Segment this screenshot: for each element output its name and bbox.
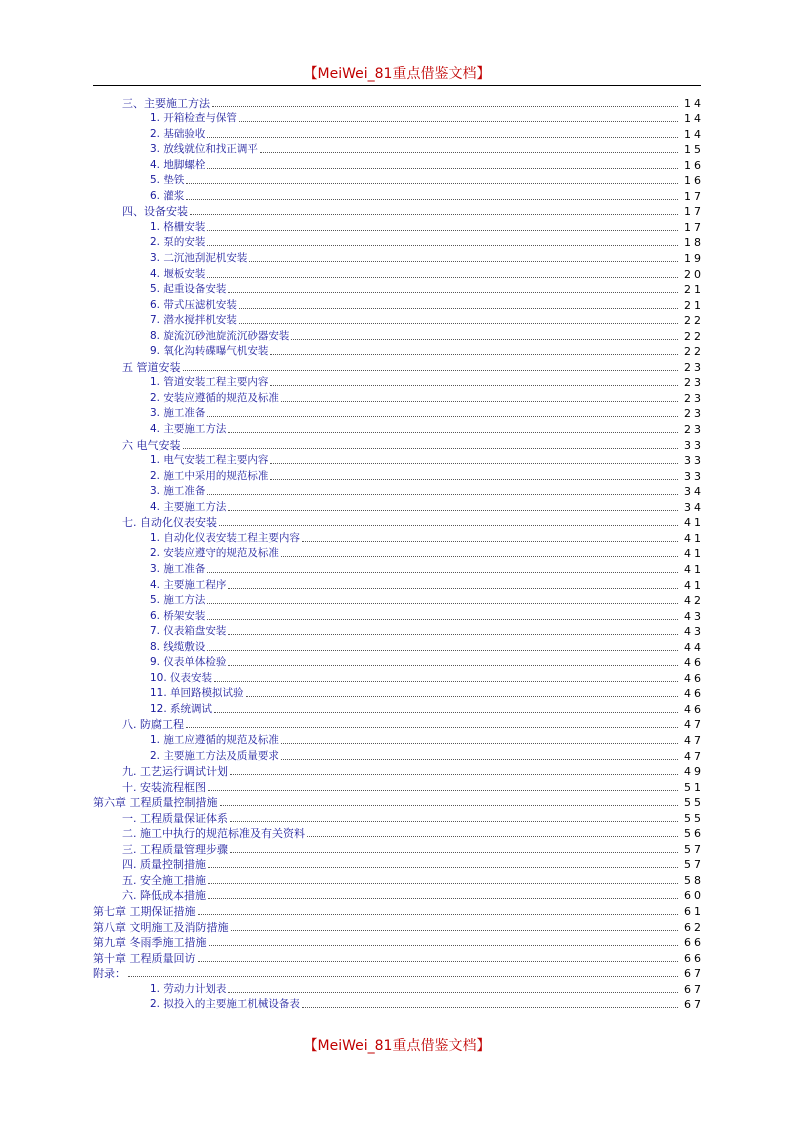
toc-entry-label: 第七章 工期保证措施 [93, 904, 196, 918]
toc-dot-leader [249, 261, 678, 262]
toc-entry[interactable] [0, 172, 794, 188]
toc-entry[interactable] [0, 389, 794, 405]
toc-entry-label: 3. 施工准备 [150, 485, 206, 498]
toc-entry-label: 第六章 工程质量控制措施 [93, 796, 218, 810]
toc-entry[interactable] [0, 529, 794, 545]
toc-entry[interactable] [0, 343, 794, 359]
toc-entry[interactable] [0, 592, 794, 608]
toc-entry[interactable] [0, 638, 794, 654]
toc-page-number: 67 [684, 982, 704, 996]
toc-entry[interactable] [0, 94, 794, 110]
table-of-contents [0, 94, 794, 1011]
toc-entry[interactable] [0, 731, 794, 747]
toc-entry-label: 3. 二沉池刮泥机安装 [150, 252, 248, 265]
toc-entry[interactable] [0, 156, 794, 172]
toc-page-number: 33 [684, 454, 704, 468]
toc-entry[interactable] [0, 358, 794, 374]
toc-entry[interactable] [0, 514, 794, 530]
toc-entry[interactable] [0, 669, 794, 685]
toc-entry[interactable] [0, 312, 794, 328]
toc-dot-leader [207, 572, 678, 573]
toc-dot-leader [186, 727, 678, 728]
toc-entry[interactable] [0, 840, 794, 856]
toc-page-number: 15 [684, 143, 704, 157]
toc-entry-label: 一. 工程质量保证体系 [122, 811, 228, 825]
toc-entry[interactable] [0, 203, 794, 219]
toc-page-number: 51 [684, 780, 704, 794]
toc-entry-label: 4. 主要施工方法 [150, 500, 227, 513]
toc-dot-leader [230, 774, 678, 775]
toc-dot-leader [209, 945, 679, 946]
toc-page-number: 17 [684, 189, 704, 203]
toc-dot-leader [186, 183, 678, 184]
toc-page-number: 55 [684, 811, 704, 825]
toc-entry-label: 4. 主要施工方法 [150, 423, 227, 436]
toc-entry[interactable] [0, 296, 794, 312]
toc-entry[interactable] [0, 545, 794, 561]
toc-page-number: 34 [684, 500, 704, 514]
toc-dot-leader [281, 743, 678, 744]
toc-dot-leader [239, 323, 678, 324]
toc-page-number: 66 [684, 936, 704, 950]
toc-page-number: 33 [684, 469, 704, 483]
toc-entry[interactable] [0, 498, 794, 514]
page-footer-title: 【MeiWei_81重点借鉴文档】 [303, 1038, 491, 1054]
toc-dot-leader [214, 712, 678, 713]
toc-entry-label: 6. 桥架安装 [150, 609, 206, 622]
toc-page-number: 19 [684, 252, 704, 266]
toc-entry-label: 7. 仪表箱盘安装 [150, 625, 227, 638]
header-divider [93, 85, 701, 86]
toc-entry-label: 四、设备安装 [122, 205, 188, 219]
toc-page-number: 22 [684, 314, 704, 328]
toc-dot-leader [270, 385, 678, 386]
toc-entry-label: 1. 施工应遵循的规范及标准 [150, 733, 279, 746]
toc-entry[interactable] [0, 887, 794, 903]
toc-entry-label: 2. 安装应遵守的规范及标准 [150, 547, 279, 560]
toc-page-number: 22 [684, 345, 704, 359]
toc-dot-leader [302, 541, 678, 542]
toc-dot-leader [246, 696, 678, 697]
toc-page-number: 66 [684, 951, 704, 965]
toc-dot-leader [228, 588, 678, 589]
toc-page-number: 23 [684, 391, 704, 405]
toc-entry-label: 4. 地脚螺栓 [150, 158, 206, 171]
toc-dot-leader [230, 852, 678, 853]
toc-entry[interactable] [0, 374, 794, 390]
toc-entry[interactable] [0, 281, 794, 297]
toc-entry-label: 六. 降低成本措施 [122, 889, 206, 903]
toc-entry[interactable] [0, 249, 794, 265]
toc-page-number: 42 [684, 594, 704, 608]
toc-entry-label: 3. 放线就位和找正调平 [150, 143, 258, 156]
toc-page-number: 47 [684, 733, 704, 747]
toc-page-number: 17 [684, 205, 704, 219]
toc-entry[interactable] [0, 623, 794, 639]
toc-page-number: 46 [684, 671, 704, 685]
toc-dot-leader [228, 665, 678, 666]
toc-page-number: 21 [684, 283, 704, 297]
toc-entry-label: 2. 拟投入的主要施工机械设备表 [150, 998, 300, 1011]
toc-entry-label: 附录： [93, 967, 126, 981]
toc-page-number: 23 [684, 407, 704, 421]
toc-entry-label: 2. 基础验收 [150, 127, 206, 140]
toc-entry[interactable] [0, 716, 794, 732]
toc-entry-label: 1. 劳动力计划表 [150, 982, 227, 995]
toc-entry-label: 6. 灌浆 [150, 189, 185, 202]
toc-dot-leader [260, 152, 678, 153]
toc-entry-label: 三、主要施工方法 [122, 96, 210, 110]
toc-dot-leader [198, 961, 679, 962]
toc-entry[interactable] [0, 980, 794, 996]
toc-entry-label: 七. 自动化仪表安装 [122, 516, 217, 530]
toc-entry-label: 五 管道安装 [122, 360, 181, 374]
toc-page-number: 14 [684, 112, 704, 126]
toc-page-number: 23 [684, 360, 704, 374]
toc-entry-label: 10. 仪表安装 [150, 671, 213, 684]
toc-entry[interactable] [0, 560, 794, 576]
toc-entry[interactable] [0, 265, 794, 281]
toc-entry[interactable] [0, 809, 794, 825]
toc-page-number: 46 [684, 656, 704, 670]
toc-entry-label: 11. 单回路模拟试验 [150, 687, 244, 700]
toc-entry-label: 6. 带式压滤机安装 [150, 298, 237, 311]
toc-entry[interactable] [0, 467, 794, 483]
toc-dot-leader [198, 914, 679, 915]
toc-entry-label: 5. 施工方法 [150, 594, 206, 607]
toc-dot-leader [190, 214, 678, 215]
toc-page-number: 56 [684, 827, 704, 841]
toc-page-number: 41 [684, 531, 704, 545]
toc-page-number: 41 [684, 516, 704, 530]
toc-entry-label: 7. 潜水搅拌机安装 [150, 314, 237, 327]
toc-entry-label: 2. 泵的安装 [150, 236, 206, 249]
toc-dot-leader [207, 245, 678, 246]
toc-entry[interactable] [0, 778, 794, 794]
toc-entry-label: 2. 安装应遵循的规范及标准 [150, 391, 279, 404]
toc-dot-leader [228, 510, 678, 511]
toc-entry[interactable] [0, 405, 794, 421]
toc-dot-leader [270, 463, 678, 464]
toc-page-number: 67 [684, 998, 704, 1012]
toc-dot-leader [307, 836, 678, 837]
toc-page-number: 61 [684, 904, 704, 918]
toc-dot-leader [214, 681, 678, 682]
toc-page-number: 34 [684, 485, 704, 499]
toc-dot-leader [281, 556, 678, 557]
toc-page-number: 41 [684, 578, 704, 592]
toc-entry-label: 1. 电气安装工程主要内容 [150, 454, 269, 467]
toc-page-number: 22 [684, 329, 704, 343]
toc-dot-leader [212, 106, 678, 107]
toc-entry-label: 2. 施工中采用的规范标准 [150, 469, 269, 482]
toc-page-number: 21 [684, 298, 704, 312]
toc-page-number: 46 [684, 687, 704, 701]
toc-entry[interactable] [0, 965, 794, 981]
toc-page-number: 46 [684, 702, 704, 716]
toc-entry-label: 9. 氧化沟转碟曝气机安装 [150, 345, 269, 358]
toc-entry[interactable] [0, 187, 794, 203]
toc-entry-label: 三. 工程质量管理步骤 [122, 842, 228, 856]
toc-entry-label: 1. 管道安装工程主要内容 [150, 376, 269, 389]
toc-dot-leader [239, 121, 678, 122]
toc-entry-label: 9. 仪表单体检验 [150, 656, 227, 669]
toc-entry[interactable] [0, 452, 794, 468]
toc-entry-label: 5. 垫铁 [150, 174, 185, 187]
toc-entry-label: 1. 格栅安装 [150, 220, 206, 233]
toc-page-number: 23 [684, 376, 704, 390]
toc-entry-label: 8. 线缆敷设 [150, 640, 206, 653]
toc-page-number: 43 [684, 609, 704, 623]
toc-entry-label: 2. 主要施工方法及质量要求 [150, 749, 279, 762]
toc-entry[interactable] [0, 700, 794, 716]
toc-dot-leader [281, 401, 678, 402]
toc-entry-label: 第九章 冬雨季施工措施 [93, 936, 207, 950]
toc-dot-leader [207, 494, 678, 495]
toc-dot-leader [231, 930, 679, 931]
toc-page-number: 44 [684, 640, 704, 654]
toc-entry[interactable] [0, 436, 794, 452]
toc-entry-label: 12. 系统调试 [150, 702, 213, 715]
toc-entry-label: 八. 防腐工程 [122, 718, 184, 732]
toc-dot-leader [208, 790, 678, 791]
toc-entry-label: 第十章 工程质量回访 [93, 951, 196, 965]
toc-entry-label: 4. 主要施工程序 [150, 578, 227, 591]
toc-page-number: 43 [684, 625, 704, 639]
toc-dot-leader [208, 867, 678, 868]
toc-page-number: 62 [684, 920, 704, 934]
toc-page-number: 17 [684, 220, 704, 234]
toc-entry[interactable] [0, 654, 794, 670]
toc-entry[interactable] [0, 685, 794, 701]
toc-page-number: 55 [684, 796, 704, 810]
toc-entry[interactable] [0, 747, 794, 763]
toc-page-number: 16 [684, 158, 704, 172]
toc-page-number: 47 [684, 749, 704, 763]
toc-page-number: 23 [684, 423, 704, 437]
toc-entry-label: 8. 旋流沉砂池旋流沉砂器安装 [150, 329, 290, 342]
toc-entry[interactable] [0, 607, 794, 623]
toc-entry-label: 3. 施工准备 [150, 407, 206, 420]
toc-dot-leader [281, 759, 678, 760]
toc-entry[interactable] [0, 110, 794, 126]
toc-entry[interactable] [0, 949, 794, 965]
toc-dot-leader [228, 292, 678, 293]
toc-entry[interactable] [0, 918, 794, 934]
toc-entry[interactable] [0, 125, 794, 141]
toc-dot-leader [183, 448, 679, 449]
toc-dot-leader [183, 370, 679, 371]
toc-entry-label: 4. 堰板安装 [150, 267, 206, 280]
toc-entry[interactable] [0, 327, 794, 343]
toc-entry-label: 1. 自动化仪表安装工程主要内容 [150, 531, 300, 544]
toc-entry-label: 五. 安全施工措施 [122, 873, 206, 887]
toc-dot-leader [302, 1007, 678, 1008]
toc-page-number: 14 [684, 127, 704, 141]
toc-dot-leader [186, 199, 678, 200]
toc-page-number: 57 [684, 858, 704, 872]
toc-page-number: 16 [684, 174, 704, 188]
toc-page-number: 67 [684, 967, 704, 981]
toc-entry[interactable] [0, 218, 794, 234]
page-header-title: 【MeiWei_81重点借鉴文档】 [303, 66, 491, 82]
toc-entry-label: 二. 施工中执行的规范标准及有关资料 [122, 827, 305, 841]
toc-entry[interactable] [0, 856, 794, 872]
toc-dot-leader [228, 992, 678, 993]
toc-dot-leader [207, 619, 678, 620]
toc-dot-leader [239, 308, 678, 309]
toc-dot-leader [291, 339, 678, 340]
toc-page-number: 33 [684, 438, 704, 452]
toc-page-number: 41 [684, 562, 704, 576]
toc-dot-leader [207, 416, 678, 417]
toc-entry[interactable] [0, 576, 794, 592]
toc-entry[interactable] [0, 420, 794, 436]
toc-page-number: 41 [684, 547, 704, 561]
toc-page-number: 57 [684, 842, 704, 856]
toc-page-number: 49 [684, 765, 704, 779]
toc-dot-leader [270, 479, 678, 480]
toc-entry[interactable] [0, 996, 794, 1012]
toc-entry-label: 3. 施工准备 [150, 562, 206, 575]
toc-dot-leader [230, 821, 678, 822]
toc-dot-leader [219, 525, 678, 526]
toc-dot-leader [208, 883, 678, 884]
toc-entry-label: 四. 质量控制措施 [122, 858, 206, 872]
toc-entry[interactable] [0, 902, 794, 918]
toc-dot-leader [207, 277, 678, 278]
toc-entry[interactable] [0, 234, 794, 250]
toc-dot-leader [128, 976, 678, 977]
toc-entry[interactable] [0, 871, 794, 887]
toc-dot-leader [207, 137, 678, 138]
toc-entry[interactable] [0, 483, 794, 499]
toc-dot-leader [228, 432, 678, 433]
toc-entry[interactable] [0, 141, 794, 157]
toc-dot-leader [208, 898, 678, 899]
toc-dot-leader [207, 603, 678, 604]
toc-page-number: 14 [684, 96, 704, 110]
toc-entry-label: 十. 安装流程框图 [122, 780, 206, 794]
toc-dot-leader [220, 805, 679, 806]
toc-dot-leader [207, 168, 678, 169]
toc-entry-label: 5. 起重设备安装 [150, 283, 227, 296]
toc-entry[interactable] [0, 934, 794, 950]
toc-entry-label: 1. 开箱检查与保管 [150, 112, 237, 125]
toc-entry-label: 第八章 文明施工及消防措施 [93, 920, 229, 934]
toc-dot-leader [228, 634, 678, 635]
toc-entry-label: 九. 工艺运行调试计划 [122, 765, 228, 779]
toc-entry[interactable] [0, 794, 794, 810]
toc-dot-leader [270, 354, 678, 355]
toc-entry[interactable] [0, 763, 794, 779]
toc-page-number: 58 [684, 873, 704, 887]
toc-entry-label: 六 电气安装 [122, 438, 181, 452]
toc-page-number: 60 [684, 889, 704, 903]
toc-entry[interactable] [0, 825, 794, 841]
toc-page-number: 18 [684, 236, 704, 250]
toc-page-number: 20 [684, 267, 704, 281]
toc-dot-leader [207, 230, 678, 231]
toc-page-number: 47 [684, 718, 704, 732]
toc-dot-leader [207, 650, 678, 651]
